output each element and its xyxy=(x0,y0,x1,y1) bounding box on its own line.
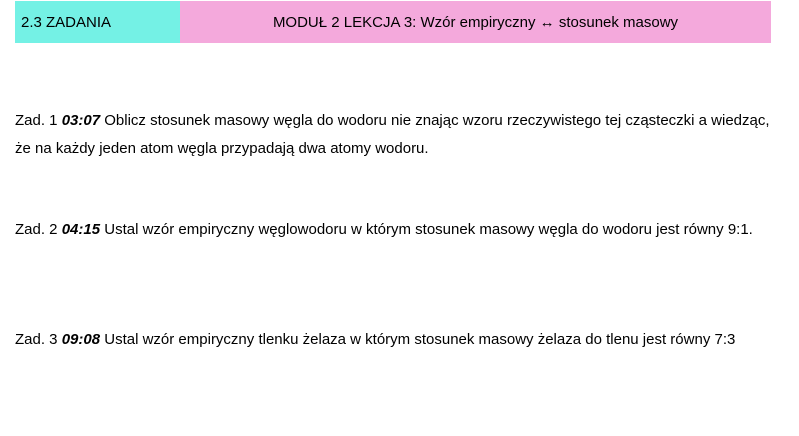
task-label: Zad. 3 xyxy=(15,331,58,348)
lesson-title: MODUŁ 2 LEKCJA 3: Wzór empiryczny ↔ stosunek masowy xyxy=(180,1,771,43)
task-label: Zad. 1 xyxy=(15,112,58,129)
task-time-link[interactable]: 04:15 xyxy=(61,221,101,238)
task-2 xyxy=(15,216,775,244)
task-1 xyxy=(15,107,775,163)
task-label: Zad. 2 xyxy=(15,221,58,238)
section-label: 2.3 ZADANIA xyxy=(15,1,180,43)
task-3 xyxy=(15,326,775,354)
task-time-link[interactable]: 03:07 xyxy=(61,112,101,129)
task-text: Ustal wzór empiryczny tlenku żelaza w którym stosunek masowy żelaza do tlenu jest równy 7:3 xyxy=(104,331,736,348)
page-header xyxy=(15,1,771,43)
task-text: Ustal wzór empiryczny węglowodoru w którym stosunek masowy węgla do wodoru jest równy 9:1. xyxy=(104,221,753,238)
task-time-link[interactable]: 09:08 xyxy=(61,331,101,348)
task-text: Oblicz stosunek masowy węgla do wodoru nie znając wzoru rzeczywistego tej cząsteczki a wiedząc, że na każdy jeden atom węgla przypadają dwa atomy wodoru. xyxy=(15,112,770,157)
